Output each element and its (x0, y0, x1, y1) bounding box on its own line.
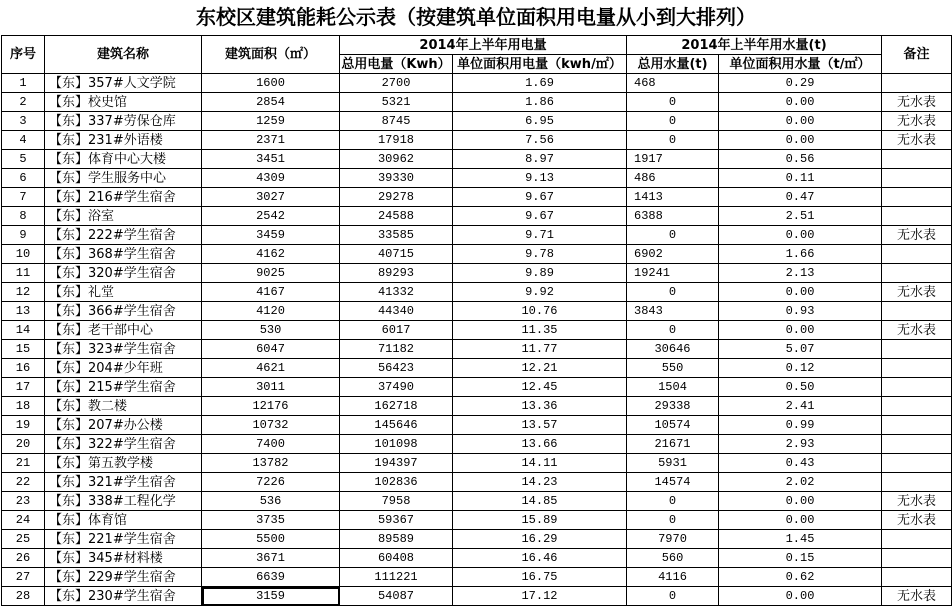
cell-area[interactable]: 3459 (202, 226, 340, 245)
cell-water-per-area[interactable]: 0.00 (719, 112, 882, 131)
table-row (2, 264, 952, 283)
table-row (2, 226, 952, 245)
cell-area[interactable]: 4120 (202, 302, 340, 321)
cell-no[interactable]: 16 (2, 359, 45, 378)
cell-building-name[interactable]: 【东】体育中心大楼 (45, 150, 202, 169)
cell-building-name[interactable]: 【东】321#学生宿舍 (45, 473, 202, 492)
cell-water-per-area[interactable]: 0.47 (719, 188, 882, 207)
cell-no[interactable]: 11 (2, 264, 45, 283)
cell-building-name[interactable]: 【东】222#学生宿舍 (45, 226, 202, 245)
cell-water-total[interactable]: 468 (627, 74, 719, 93)
cell-water-per-area[interactable]: 1.45 (719, 530, 882, 549)
energy-table (1, 35, 952, 606)
cell-remark[interactable]: 无水表 (882, 321, 952, 340)
cell-water-total[interactable]: 560 (627, 549, 719, 568)
cell-no[interactable]: 9 (2, 226, 45, 245)
header-row-top (2, 36, 952, 55)
table-row (2, 568, 952, 587)
cell-electricity-per-area[interactable]: 8.97 (453, 150, 627, 169)
header-no[interactable]: 序号 (2, 36, 45, 74)
cell-electricity-per-area[interactable]: 14.11 (453, 454, 627, 473)
cell-remark[interactable] (882, 397, 952, 416)
cell-electricity-total[interactable]: 60408 (340, 549, 453, 568)
cell-water-total[interactable]: 29338 (627, 397, 719, 416)
cell-building-name[interactable]: 【东】345#材料楼 (45, 549, 202, 568)
cell-area[interactable]: 6047 (202, 340, 340, 359)
cell-electricity-per-area[interactable]: 13.66 (453, 435, 627, 454)
cell-building-name[interactable]: 【东】231#外语楼 (45, 131, 202, 150)
cell-building-name[interactable]: 【东】230#学生宿舍 (45, 587, 202, 606)
cell-building-name[interactable]: 【东】老干部中心 (45, 321, 202, 340)
cell-area[interactable]: 5500 (202, 530, 340, 549)
cell-building-name[interactable]: 【东】323#学生宿舍 (45, 340, 202, 359)
cell-water-total[interactable]: 7970 (627, 530, 719, 549)
cell-no[interactable]: 18 (2, 397, 45, 416)
cell-building-name[interactable]: 【东】体育馆 (45, 511, 202, 530)
cell-electricity-total[interactable]: 89589 (340, 530, 453, 549)
cell-water-total[interactable]: 1917 (627, 150, 719, 169)
table-row (2, 302, 952, 321)
cell-building-name[interactable]: 【东】337#劳保仓库 (45, 112, 202, 131)
header-area[interactable]: 建筑面积（㎡） (202, 36, 340, 74)
cell-electricity-per-area[interactable]: 12.21 (453, 359, 627, 378)
cell-area[interactable]: 9025 (202, 264, 340, 283)
cell-electricity-total[interactable]: 41332 (340, 283, 453, 302)
table-row (2, 454, 952, 473)
cell-water-per-area[interactable]: 0.00 (719, 321, 882, 340)
cell-electricity-total[interactable]: 33585 (340, 226, 453, 245)
cell-no[interactable]: 26 (2, 549, 45, 568)
cell-area[interactable]: 13782 (202, 454, 340, 473)
cell-no[interactable]: 8 (2, 207, 45, 226)
cell-electricity-total[interactable]: 145646 (340, 416, 453, 435)
table-row (2, 473, 952, 492)
cell-no[interactable]: 15 (2, 340, 45, 359)
cell-remark[interactable]: 无水表 (882, 226, 952, 245)
cell-remark[interactable] (882, 549, 952, 568)
cell-electricity-total[interactable]: 8745 (340, 112, 453, 131)
cell-no[interactable]: 23 (2, 492, 45, 511)
cell-no[interactable]: 24 (2, 511, 45, 530)
cell-water-per-area[interactable]: 0.93 (719, 302, 882, 321)
cell-electricity-per-area[interactable]: 13.36 (453, 397, 627, 416)
cell-electricity-per-area[interactable]: 1.86 (453, 93, 627, 112)
table-row (2, 321, 952, 340)
cell-electricity-total[interactable]: 29278 (340, 188, 453, 207)
cell-water-per-area[interactable]: 0.50 (719, 378, 882, 397)
cell-electricity-total[interactable]: 40715 (340, 245, 453, 264)
table-row (2, 74, 952, 93)
table-row (2, 435, 952, 454)
cell-electricity-per-area[interactable]: 9.92 (453, 283, 627, 302)
cell-water-total[interactable]: 0 (627, 112, 719, 131)
header-electricity-per-area[interactable]: 单位面积用电量（kwh/㎡） (453, 55, 627, 74)
cell-electricity-per-area[interactable]: 1.69 (453, 74, 627, 93)
cell-water-total[interactable]: 0 (627, 587, 719, 606)
cell-remark[interactable] (882, 435, 952, 454)
cell-building-name[interactable]: 【东】第五教学楼 (45, 454, 202, 473)
header-electricity-total[interactable]: 总用电量（Kwh） (341, 56, 451, 72)
cell-electricity-total[interactable]: 56423 (340, 359, 453, 378)
cell-electricity-total[interactable]: 89293 (340, 264, 453, 283)
cell-building-name[interactable]: 【东】215#学生宿舍 (45, 378, 202, 397)
cell-electricity-per-area[interactable]: 9.71 (453, 226, 627, 245)
cell-electricity-total[interactable]: 6017 (340, 321, 453, 340)
cell-electricity-per-area[interactable]: 11.77 (453, 340, 627, 359)
table-row (2, 93, 952, 112)
cell-water-per-area[interactable]: 0.00 (719, 511, 882, 530)
table-row (2, 587, 952, 606)
cell-electricity-per-area[interactable]: 9.89 (453, 264, 627, 283)
cell-electricity-total[interactable]: 101098 (340, 435, 453, 454)
cell-electricity-total[interactable]: 54087 (340, 587, 453, 606)
table-row (2, 378, 952, 397)
cell-no[interactable]: 3 (2, 112, 45, 131)
cell-water-per-area[interactable]: 2.41 (719, 397, 882, 416)
header-water-total[interactable]: 总用水量(t) (627, 55, 719, 74)
cell-water-per-area[interactable]: 2.93 (719, 435, 882, 454)
cell-building-name[interactable]: 【东】221#学生宿舍 (45, 530, 202, 549)
cell-water-total[interactable]: 6902 (627, 245, 719, 264)
cell-building-name[interactable]: 【东】320#学生宿舍 (45, 264, 202, 283)
cell-water-per-area[interactable]: 0.29 (719, 74, 882, 93)
cell-water-per-area[interactable]: 0.62 (719, 568, 882, 587)
cell-water-total[interactable]: 0 (627, 511, 719, 530)
cell-no[interactable]: 17 (2, 378, 45, 397)
cell-water-total[interactable]: 550 (627, 359, 719, 378)
cell-remark[interactable]: 无水表 (882, 283, 952, 302)
table-row (2, 340, 952, 359)
cell-electricity-per-area[interactable]: 9.67 (453, 188, 627, 207)
cell-water-per-area[interactable]: 0.00 (719, 93, 882, 112)
cell-water-total[interactable]: 6388 (627, 207, 719, 226)
cell-area[interactable]: 536 (202, 492, 340, 511)
cell-remark[interactable] (882, 416, 952, 435)
cell-area[interactable]: 4621 (202, 359, 340, 378)
cell-area[interactable]: 12176 (202, 397, 340, 416)
cell-water-total[interactable]: 10574 (627, 416, 719, 435)
cell-no[interactable]: 20 (2, 435, 45, 454)
cell-no[interactable]: 5 (2, 150, 45, 169)
cell-water-per-area[interactable]: 2.13 (719, 264, 882, 283)
cell-area[interactable]: 3451 (202, 150, 340, 169)
sheet-title[interactable]: 东校区建筑能耗公示表（按建筑单位面积用电量从小到大排列） (196, 5, 756, 29)
cell-electricity-per-area[interactable]: 9.78 (453, 245, 627, 264)
cell-water-total[interactable]: 1504 (627, 378, 719, 397)
cell-electricity-total[interactable]: 24588 (340, 207, 453, 226)
cell-water-total[interactable]: 0 (627, 93, 719, 112)
table-row (2, 150, 952, 169)
cell-area[interactable]: 10732 (202, 416, 340, 435)
cell-electricity-total[interactable]: 162718 (340, 397, 453, 416)
cell-area[interactable]: 4309 (202, 169, 340, 188)
cell-building-name[interactable]: 【东】礼堂 (45, 283, 202, 302)
cell-electricity-total[interactable]: 7958 (340, 492, 453, 511)
cell-water-per-area[interactable]: 0.00 (719, 492, 882, 511)
cell-water-per-area[interactable]: 0.00 (719, 226, 882, 245)
cell-remark[interactable]: 无水表 (882, 131, 952, 150)
cell-no[interactable]: 22 (2, 473, 45, 492)
cell-water-per-area[interactable]: 0.15 (719, 549, 882, 568)
cell-building-name[interactable]: 【东】校史馆 (45, 93, 202, 112)
table-row (2, 207, 952, 226)
cell-electricity-per-area[interactable]: 10.76 (453, 302, 627, 321)
cell-remark[interactable] (882, 150, 952, 169)
cell-water-total[interactable]: 21671 (627, 435, 719, 454)
cell-building-name[interactable]: 【东】207#办公楼 (45, 416, 202, 435)
cell-building-name[interactable]: 【东】教二楼 (45, 397, 202, 416)
cell-electricity-per-area[interactable]: 16.29 (453, 530, 627, 549)
cell-water-total[interactable]: 30646 (627, 340, 719, 359)
cell-electricity-total[interactable]: 2700 (340, 74, 453, 93)
cell-area[interactable]: 2542 (202, 207, 340, 226)
cell-no[interactable]: 27 (2, 568, 45, 587)
cell-no[interactable]: 1 (2, 74, 45, 93)
cell-remark[interactable] (882, 169, 952, 188)
cell-electricity-per-area[interactable]: 16.75 (453, 568, 627, 587)
cell-remark[interactable] (882, 359, 952, 378)
cell-remark[interactable] (882, 302, 952, 321)
cell-water-total[interactable]: 486 (627, 169, 719, 188)
cell-remark[interactable] (882, 568, 952, 587)
table-row (2, 359, 952, 378)
cell-area[interactable]: 3011 (202, 378, 340, 397)
cell-electricity-total[interactable]: 102836 (340, 473, 453, 492)
cell-remark[interactable] (882, 74, 952, 93)
cell-area[interactable]: 1259 (202, 112, 340, 131)
cell-no[interactable]: 2 (2, 93, 45, 112)
cell-water-per-area[interactable]: 5.07 (719, 340, 882, 359)
cell-no[interactable]: 13 (2, 302, 45, 321)
cell-water-total[interactable]: 19241 (627, 264, 719, 283)
header-building-name[interactable]: 建筑名称 (45, 36, 202, 74)
cell-remark[interactable] (882, 378, 952, 397)
table-header (2, 36, 952, 74)
cell-no[interactable]: 21 (2, 454, 45, 473)
cell-no[interactable]: 12 (2, 283, 45, 302)
cell-water-per-area[interactable]: 0.12 (719, 359, 882, 378)
cell-electricity-per-area[interactable]: 13.57 (453, 416, 627, 435)
cell-area[interactable]: 1600 (202, 74, 340, 93)
cell-remark[interactable] (882, 473, 952, 492)
cell-remark[interactable] (882, 340, 952, 359)
cell-water-total[interactable]: 0 (627, 283, 719, 302)
cell-remark[interactable] (882, 188, 952, 207)
cell-electricity-total[interactable]: 194397 (340, 454, 453, 473)
cell-area[interactable]: 7226 (202, 473, 340, 492)
cell-electricity-per-area[interactable]: 6.95 (453, 112, 627, 131)
cell-water-total[interactable]: 3843 (627, 302, 719, 321)
table-row (2, 131, 952, 150)
cell-building-name[interactable]: 【东】322#学生宿舍 (45, 435, 202, 454)
cell-electricity-total[interactable]: 5321 (340, 93, 453, 112)
cell-no[interactable]: 6 (2, 169, 45, 188)
cell-electricity-per-area[interactable]: 11.35 (453, 321, 627, 340)
table-row (2, 169, 952, 188)
cell-no[interactable]: 25 (2, 530, 45, 549)
table-row (2, 283, 952, 302)
header-water-per-area[interactable]: 单位面积用水量（t/㎡） (719, 55, 882, 74)
cell-water-per-area[interactable]: 0.43 (719, 454, 882, 473)
cell-water-total[interactable]: 0 (627, 321, 719, 340)
cell-water-per-area[interactable]: 0.99 (719, 416, 882, 435)
cell-building-name[interactable]: 【东】学生服务中心 (45, 169, 202, 188)
cell-electricity-per-area[interactable]: 12.45 (453, 378, 627, 397)
cell-area[interactable]: 3735 (202, 511, 340, 530)
table-row (2, 416, 952, 435)
cell-building-name[interactable]: 【东】浴室 (45, 207, 202, 226)
cell-area[interactable]: 3027 (202, 188, 340, 207)
cell-water-per-area[interactable]: 0.00 (719, 131, 882, 150)
cell-area[interactable]: 3671 (202, 549, 340, 568)
cell-no[interactable]: 4 (2, 131, 45, 150)
cell-electricity-total[interactable]: 44340 (340, 302, 453, 321)
cell-water-per-area[interactable]: 0.00 (719, 283, 882, 302)
table-row (2, 530, 952, 549)
cell-electricity-per-area[interactable]: 15.89 (453, 511, 627, 530)
cell-water-per-area[interactable]: 2.51 (719, 207, 882, 226)
cell-remark[interactable] (882, 207, 952, 226)
cell-water-total[interactable]: 14574 (627, 473, 719, 492)
cell-electricity-per-area[interactable]: 14.23 (453, 473, 627, 492)
cell-electricity-total[interactable]: 71182 (340, 340, 453, 359)
cell-area[interactable]: 7400 (202, 435, 340, 454)
header-electricity-group[interactable]: 2014年上半年用电量 (340, 36, 627, 55)
cell-electricity-per-area[interactable]: 9.67 (453, 207, 627, 226)
cell-water-total[interactable]: 1413 (627, 188, 719, 207)
header-water-group[interactable]: 2014年上半年用水量(t) (627, 36, 882, 55)
cell-no[interactable]: 19 (2, 416, 45, 435)
cell-water-per-area[interactable]: 0.00 (719, 587, 882, 606)
cell-area[interactable]: 2854 (202, 93, 340, 112)
table-row (2, 112, 952, 131)
cell-no[interactable]: 7 (2, 188, 45, 207)
cell-water-total[interactable]: 0 (627, 226, 719, 245)
cell-electricity-per-area[interactable]: 17.12 (453, 587, 627, 606)
table-row (2, 245, 952, 264)
cell-water-total[interactable]: 4116 (627, 568, 719, 587)
header-remark[interactable]: 备注 (882, 36, 952, 74)
cell-no[interactable]: 28 (2, 587, 45, 606)
cell-building-name[interactable]: 【东】366#学生宿舍 (45, 302, 202, 321)
cell-building-name[interactable]: 【东】216#学生宿舍 (45, 188, 202, 207)
cell-building-name[interactable]: 【东】368#学生宿舍 (45, 245, 202, 264)
cell-water-total[interactable]: 0 (627, 492, 719, 511)
cell-water-total[interactable]: 5931 (627, 454, 719, 473)
cell-building-name[interactable]: 【东】204#少年班 (45, 359, 202, 378)
cell-building-name[interactable]: 【东】338#工程化学 (45, 492, 202, 511)
table-row (2, 397, 952, 416)
cell-electricity-per-area[interactable]: 16.46 (453, 549, 627, 568)
cell-water-total[interactable]: 0 (627, 131, 719, 150)
cell-remark[interactable]: 无水表 (882, 93, 952, 112)
table-row (2, 188, 952, 207)
cell-water-per-area[interactable]: 0.56 (719, 150, 882, 169)
cell-remark[interactable]: 无水表 (882, 112, 952, 131)
cell-area[interactable]: 2371 (202, 131, 340, 150)
cell-electricity-per-area[interactable]: 7.56 (453, 131, 627, 150)
cell-area[interactable]: 3159 (202, 587, 340, 606)
cell-remark[interactable]: 无水表 (882, 492, 952, 511)
cell-no[interactable]: 14 (2, 321, 45, 340)
cell-area[interactable]: 4162 (202, 245, 340, 264)
cell-electricity-per-area[interactable]: 14.85 (453, 492, 627, 511)
table-row (2, 492, 952, 511)
table-body (2, 74, 952, 606)
cell-water-per-area[interactable]: 1.66 (719, 245, 882, 264)
cell-area[interactable]: 530 (202, 321, 340, 340)
cell-remark[interactable] (882, 264, 952, 283)
cell-electricity-total[interactable]: 111221 (340, 568, 453, 587)
cell-electricity-total[interactable]: 17918 (340, 131, 453, 150)
cell-building-name[interactable]: 【东】357#人文学院 (45, 74, 202, 93)
cell-electricity-per-area[interactable]: 9.13 (453, 169, 627, 188)
cell-remark[interactable] (882, 454, 952, 473)
cell-electricity-total[interactable]: 30962 (340, 150, 453, 169)
cell-remark[interactable] (882, 530, 952, 549)
cell-remark[interactable]: 无水表 (882, 511, 952, 530)
cell-area[interactable]: 4167 (202, 283, 340, 302)
cell-remark[interactable]: 无水表 (882, 587, 952, 606)
cell-water-per-area[interactable]: 2.02 (719, 473, 882, 492)
cell-building-name[interactable]: 【东】229#学生宿舍 (45, 568, 202, 587)
table-row (2, 511, 952, 530)
cell-electricity-total[interactable]: 39330 (340, 169, 453, 188)
cell-area[interactable]: 6639 (202, 568, 340, 587)
cell-electricity-total[interactable]: 59367 (340, 511, 453, 530)
table-row (2, 549, 952, 568)
cell-remark[interactable] (882, 245, 952, 264)
cell-water-per-area[interactable]: 0.11 (719, 169, 882, 188)
cell-electricity-total[interactable]: 37490 (340, 378, 453, 397)
cell-no[interactable]: 10 (2, 245, 45, 264)
